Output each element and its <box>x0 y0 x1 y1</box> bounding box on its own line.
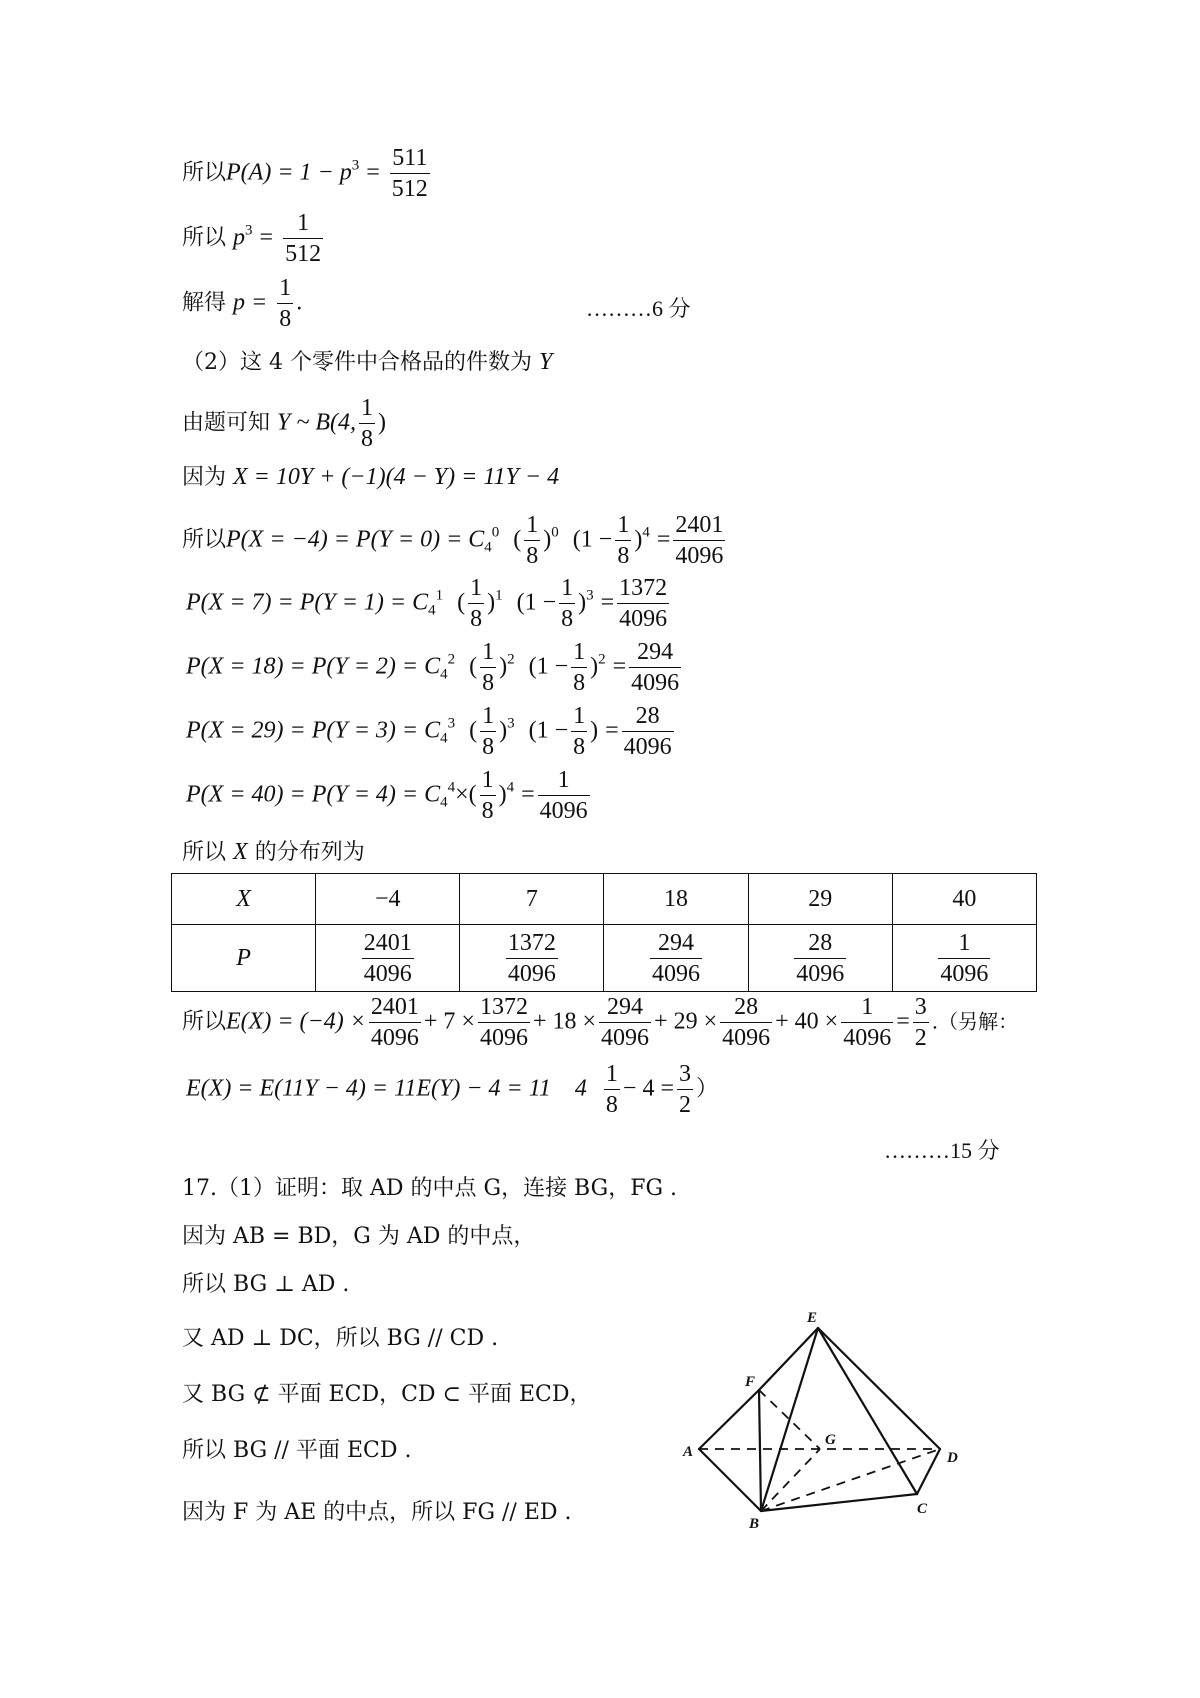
fraction <box>283 211 323 266</box>
sup: 3 <box>586 587 594 604</box>
line-binomial <box>182 396 386 451</box>
table-row <box>172 874 1037 925</box>
sub: 4 <box>440 666 448 683</box>
text: 由题可知 <box>182 410 271 436</box>
sub: 4 <box>428 602 436 619</box>
term: + 29 × <box>654 1008 718 1035</box>
numerator: 1 <box>615 513 631 541</box>
numerator: 1372 <box>506 931 558 959</box>
sup: 3 <box>351 157 360 174</box>
text: 所以 <box>182 1009 227 1035</box>
table-cell <box>604 925 748 992</box>
sup: 3 <box>507 715 515 732</box>
denominator: 4096 <box>675 543 724 569</box>
sub: 4 <box>440 794 448 811</box>
fraction <box>506 931 558 986</box>
fraction <box>480 768 496 823</box>
denominator: 4096 <box>363 960 412 987</box>
fraction <box>559 576 575 631</box>
table-cell <box>172 874 316 925</box>
score-6: ………6 分 <box>586 296 691 321</box>
denominator: 8 <box>573 670 586 696</box>
fraction <box>720 995 772 1050</box>
fraction <box>468 576 484 631</box>
expr: E(X) = E(11Y − 4) = 11E(Y) − 4 = 11 4 <box>186 1075 587 1102</box>
expr: P(X = 18) = P(Y = 2) = C <box>186 653 441 680</box>
fraction <box>913 995 929 1050</box>
expr: P(A) = 1 − p <box>226 159 352 186</box>
line-px-29: $P(X = 29) = P(Y = 3) = C_4^3$ ( $\frac{1}{8}$ )$^3$ (1 − $\frac{1}{8}$ ) = $\frac{28}{4096}$ <box>186 703 672 760</box>
fraction <box>390 146 430 201</box>
numerator: 1 <box>277 276 293 304</box>
line-part2 <box>182 350 552 374</box>
numerator: 1 <box>480 640 496 668</box>
sub: 4 <box>484 539 492 556</box>
table-cell <box>172 925 316 992</box>
sup: 0 <box>551 524 559 541</box>
numerator: 1372 <box>478 995 530 1023</box>
edge-BE <box>761 1328 818 1511</box>
row-head: X <box>236 885 251 912</box>
term: − 4 = <box>622 1075 674 1102</box>
expr: p = <box>233 289 268 316</box>
denominator: 4096 <box>940 960 989 987</box>
denominator: 4096 <box>539 798 588 824</box>
table-cell <box>460 925 604 992</box>
period: . <box>296 289 303 316</box>
term: + 40 × <box>775 1008 839 1035</box>
eq: = <box>259 224 274 251</box>
fraction <box>615 513 631 568</box>
edge-AF <box>699 1390 759 1449</box>
numerator: 2401 <box>673 513 725 541</box>
line-x-relation <box>182 465 559 489</box>
line-17-5: 又 BG ⊄ 平面 ECD，CD ⊂ 平面 ECD， <box>182 1382 592 1407</box>
sup: 0 <box>491 524 500 541</box>
denominator: 4096 <box>623 734 672 760</box>
sup: 1 <box>435 587 444 604</box>
numerator: 1 <box>524 513 540 541</box>
sup: 4 <box>506 779 515 796</box>
denominator: 8 <box>561 606 574 632</box>
denominator: 8 <box>482 734 495 760</box>
fraction <box>650 931 702 986</box>
term: + 7 × <box>423 1008 475 1035</box>
expr: P(X = 40) = P(Y = 4) = C <box>186 781 441 808</box>
text: （2）这 4 个零件中合格品的件数为 <box>182 350 532 375</box>
sup: 1 <box>495 587 503 604</box>
close: ) <box>378 409 386 436</box>
table-cell: 7 <box>460 874 604 925</box>
numerator: 1 <box>480 768 496 796</box>
table-cell <box>748 925 892 992</box>
fraction <box>277 276 293 331</box>
fraction <box>571 704 587 759</box>
line-px-18: $P(X = 18) = P(Y = 2) = C_4^2$ ( $\frac{1}{8}$ )$^2$ (1 − $\frac{1}{8}$ )$^2$ = $\frac{294}{4096}$ <box>186 639 680 696</box>
table-row <box>172 925 1037 992</box>
fraction <box>841 995 893 1050</box>
denominator: 4096 <box>722 1025 771 1051</box>
numerator: 294 <box>599 995 651 1023</box>
numerator: 1372 <box>617 576 669 604</box>
fraction <box>369 995 421 1050</box>
fraction <box>480 640 496 695</box>
fraction <box>622 704 674 759</box>
denominator: 512 <box>285 241 322 267</box>
fraction <box>538 768 590 823</box>
line-p-a <box>182 146 433 201</box>
sup: 2 <box>447 651 456 668</box>
text: 因为 <box>182 465 227 490</box>
eq: = <box>366 159 380 186</box>
numerator: 28 <box>720 995 772 1023</box>
numerator: 1 <box>283 211 323 239</box>
label-B: B <box>749 1516 760 1531</box>
pyramid-figure <box>665 1306 970 1531</box>
var: Y <box>538 349 553 375</box>
text: 所以 <box>182 225 227 251</box>
denominator: 4096 <box>796 960 845 987</box>
table-cell: 18 <box>604 874 748 925</box>
fraction <box>478 995 530 1050</box>
numerator: 2401 <box>362 931 414 959</box>
expr: P(X = 7) = P(Y = 1) = C <box>186 589 429 616</box>
denominator: 8 <box>617 543 630 569</box>
denominator: 4096 <box>507 960 556 987</box>
fraction <box>673 513 725 568</box>
fraction <box>359 396 375 451</box>
line-distribution-intro <box>182 840 365 864</box>
numerator: 294 <box>650 931 702 959</box>
fraction <box>524 513 540 568</box>
table-cell: 40 <box>892 874 1036 925</box>
sup: 2 <box>507 651 515 668</box>
denominator: 8 <box>279 306 292 332</box>
expr: P(X = −4) = P(Y = 0) = C <box>226 526 485 553</box>
table-cell: −4 <box>316 874 460 925</box>
denominator: 8 <box>470 606 483 632</box>
distribution-table <box>171 873 1037 992</box>
numerator: 1 <box>538 768 590 796</box>
term: + 18 × <box>532 1008 597 1035</box>
expr: Y ~ B(4, <box>277 409 356 436</box>
numerator: 1 <box>841 995 893 1023</box>
text: 的分布列为 <box>254 840 365 865</box>
line-17-3: 所以 BG ⊥ AD . <box>182 1272 350 1297</box>
row-head: P <box>236 944 251 971</box>
line-17-1: 17.（1）证明：取 AD 的中点 G，连接 BG，FG . <box>182 1176 678 1201</box>
fraction <box>480 704 496 759</box>
sup: 3 <box>447 715 456 732</box>
fraction <box>362 931 414 986</box>
fraction <box>617 576 669 631</box>
fraction <box>604 1062 620 1117</box>
label-E: E <box>807 1310 818 1326</box>
score-15: ………15 分 <box>884 1138 1000 1163</box>
denominator: 4096 <box>652 960 701 987</box>
expr: p <box>233 224 246 251</box>
numerator: 1 <box>468 576 484 604</box>
text: 所以 <box>182 160 227 186</box>
numerator: 28 <box>794 931 846 959</box>
fraction <box>938 931 990 986</box>
denominator: 4096 <box>619 606 668 632</box>
fraction <box>794 931 846 986</box>
denominator: 8 <box>605 1092 618 1118</box>
numerator: 1 <box>359 396 375 424</box>
denominator: 2 <box>679 1092 691 1118</box>
denominator: 8 <box>573 734 586 760</box>
numerator: 3 <box>913 995 929 1023</box>
numerator: 1 <box>604 1062 620 1090</box>
sup: 3 <box>245 222 253 239</box>
line-expectation <box>182 995 1018 1050</box>
denominator: 8 <box>526 543 539 569</box>
fraction <box>677 1062 693 1117</box>
fraction <box>629 640 681 695</box>
label-F: F <box>745 1374 756 1390</box>
edge-AB <box>699 1449 761 1511</box>
numerator: 1 <box>571 704 587 732</box>
line-17-7: 因为 F 为 AE 的中点，所以 FG // ED . <box>182 1500 572 1525</box>
denominator: 2 <box>914 1025 927 1051</box>
line-p-cubed <box>182 211 326 266</box>
line-px-40: $P(X = 40) = P(Y = 4) = C_4^4\times$( $\frac{1}{8}$ )$^4$ = $\frac{1}{4096}$ <box>186 767 588 824</box>
fraction <box>599 995 651 1050</box>
denominator: 512 <box>391 176 428 202</box>
line-px-minus4: 所以$P(X = -4) = P(Y = 0) = C_4^0$ ( $\frac{1}{8}$ )$^0$ (1 − $\frac{1}{8}$ )$^4$ = $\frac{2401}{4096}$ <box>182 512 724 569</box>
denominator: 4096 <box>479 1025 528 1051</box>
denominator: 4096 <box>370 1025 419 1051</box>
numerator: 2401 <box>369 995 421 1023</box>
denominator: 4096 <box>843 1025 892 1051</box>
sup: 4 <box>447 779 456 796</box>
denominator: 4096 <box>601 1025 650 1051</box>
denominator: 8 <box>361 426 373 452</box>
line-17-4: 又 AD ⊥ DC，所以 BG // CD . <box>182 1326 499 1351</box>
numerator: 1 <box>571 640 587 668</box>
fraction <box>571 640 587 695</box>
sup: 2 <box>598 651 606 668</box>
line-17-2: 因为 AB = BD，G 为 AD 的中点， <box>182 1224 536 1249</box>
denominator: 8 <box>481 798 494 824</box>
numerator: 294 <box>629 640 681 668</box>
numerator: 1 <box>559 576 575 604</box>
text: ） <box>696 1076 719 1102</box>
numerator: 1 <box>480 704 496 732</box>
numerator: 511 <box>390 146 430 174</box>
label-A: A <box>683 1444 694 1460</box>
line-solve-p <box>182 276 302 331</box>
denominator: 8 <box>482 670 495 696</box>
label-G: G <box>825 1432 836 1448</box>
line-px-7: $P(X = 7) = P(Y = 1) = C_4^1$ ( $\frac{1}{8}$ )$^1$ (1 − $\frac{1}{8}$ )$^3$ = $\frac{1372}{4096}$ <box>186 575 668 632</box>
table-cell <box>892 925 1036 992</box>
text: 所以 <box>182 527 227 553</box>
line-alt-solution <box>186 1062 718 1117</box>
expr: P(X = 29) = P(Y = 3) = C <box>186 717 441 744</box>
line-17-6: 所以 BG // 平面 ECD . <box>182 1438 412 1463</box>
table-cell: 29 <box>748 874 892 925</box>
var: X <box>233 839 248 865</box>
numerator: 3 <box>677 1062 693 1090</box>
label-C: C <box>917 1501 928 1517</box>
expr: E(X) = (−4) × <box>226 1008 366 1035</box>
sub: 4 <box>440 730 448 747</box>
text: .（另解： <box>931 1009 1019 1034</box>
text: 所以 <box>182 840 227 865</box>
edge-BF <box>759 1390 761 1511</box>
numerator: 28 <box>622 704 674 732</box>
denominator: 4096 <box>631 670 680 696</box>
expr: X = 10Y + (−1)(4 − Y) = 11Y − 4 <box>233 464 560 490</box>
numerator: 1 <box>938 931 990 959</box>
table-cell <box>316 925 460 992</box>
sup: 4 <box>642 524 650 541</box>
text: 解得 <box>182 290 227 316</box>
eq: = <box>896 1008 910 1035</box>
label-D: D <box>947 1450 958 1466</box>
